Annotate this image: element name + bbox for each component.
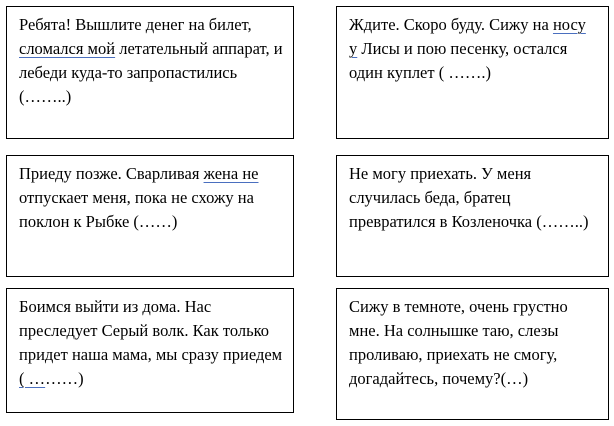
text-part: летательный аппарат, и лебеди куда-то запропастились (……..) <box>19 39 283 106</box>
telegram-card-3 <box>6 155 294 277</box>
spell-check-underline: ( … <box>19 369 46 388</box>
text-part: Сижу в темноте, очень грустно мне. На солнышке таю, слезы проливаю, приехать не смогу, догадайтесь, почему?(…) <box>349 297 568 388</box>
telegram-text-2 <box>349 13 598 85</box>
text-part: Ребята! Вышлите денег на билет, <box>19 15 252 34</box>
telegram-card-1 <box>6 6 294 139</box>
telegram-text-1 <box>19 13 283 109</box>
telegram-text-4 <box>349 162 598 234</box>
text-part: Лисы и пою песенку, остался один куплет ( …….) <box>349 39 568 82</box>
telegram-text-5 <box>19 295 283 391</box>
text-part: Ждите. Скоро буду. Сижу на <box>349 15 553 34</box>
text-part: Боимся выйти из дома. Нас преследует Серый волк. Как только придет наша мама, мы сразу приедем <box>19 297 283 364</box>
spell-check-underline: носу у <box>349 15 586 58</box>
telegram-card-5 <box>6 288 294 413</box>
text-part: ……) <box>45 369 84 388</box>
text-part: Приеду позже. Сварливая <box>19 164 204 183</box>
spell-check-underline: жена не <box>203 164 259 183</box>
telegram-card-6 <box>336 288 609 420</box>
telegram-text-3 <box>19 162 283 234</box>
telegram-card-4 <box>336 155 609 277</box>
text-part: отпускает меня, пока не схожу на поклон к Рыбке (……) <box>19 188 254 231</box>
text-part: Не могу приехать. У меня случилась беда, братец превратился в Козленочка (……..) <box>349 164 589 231</box>
telegram-card-2 <box>336 6 609 139</box>
spell-check-underline: сломался мой <box>19 39 116 58</box>
telegram-text-6 <box>349 295 598 391</box>
